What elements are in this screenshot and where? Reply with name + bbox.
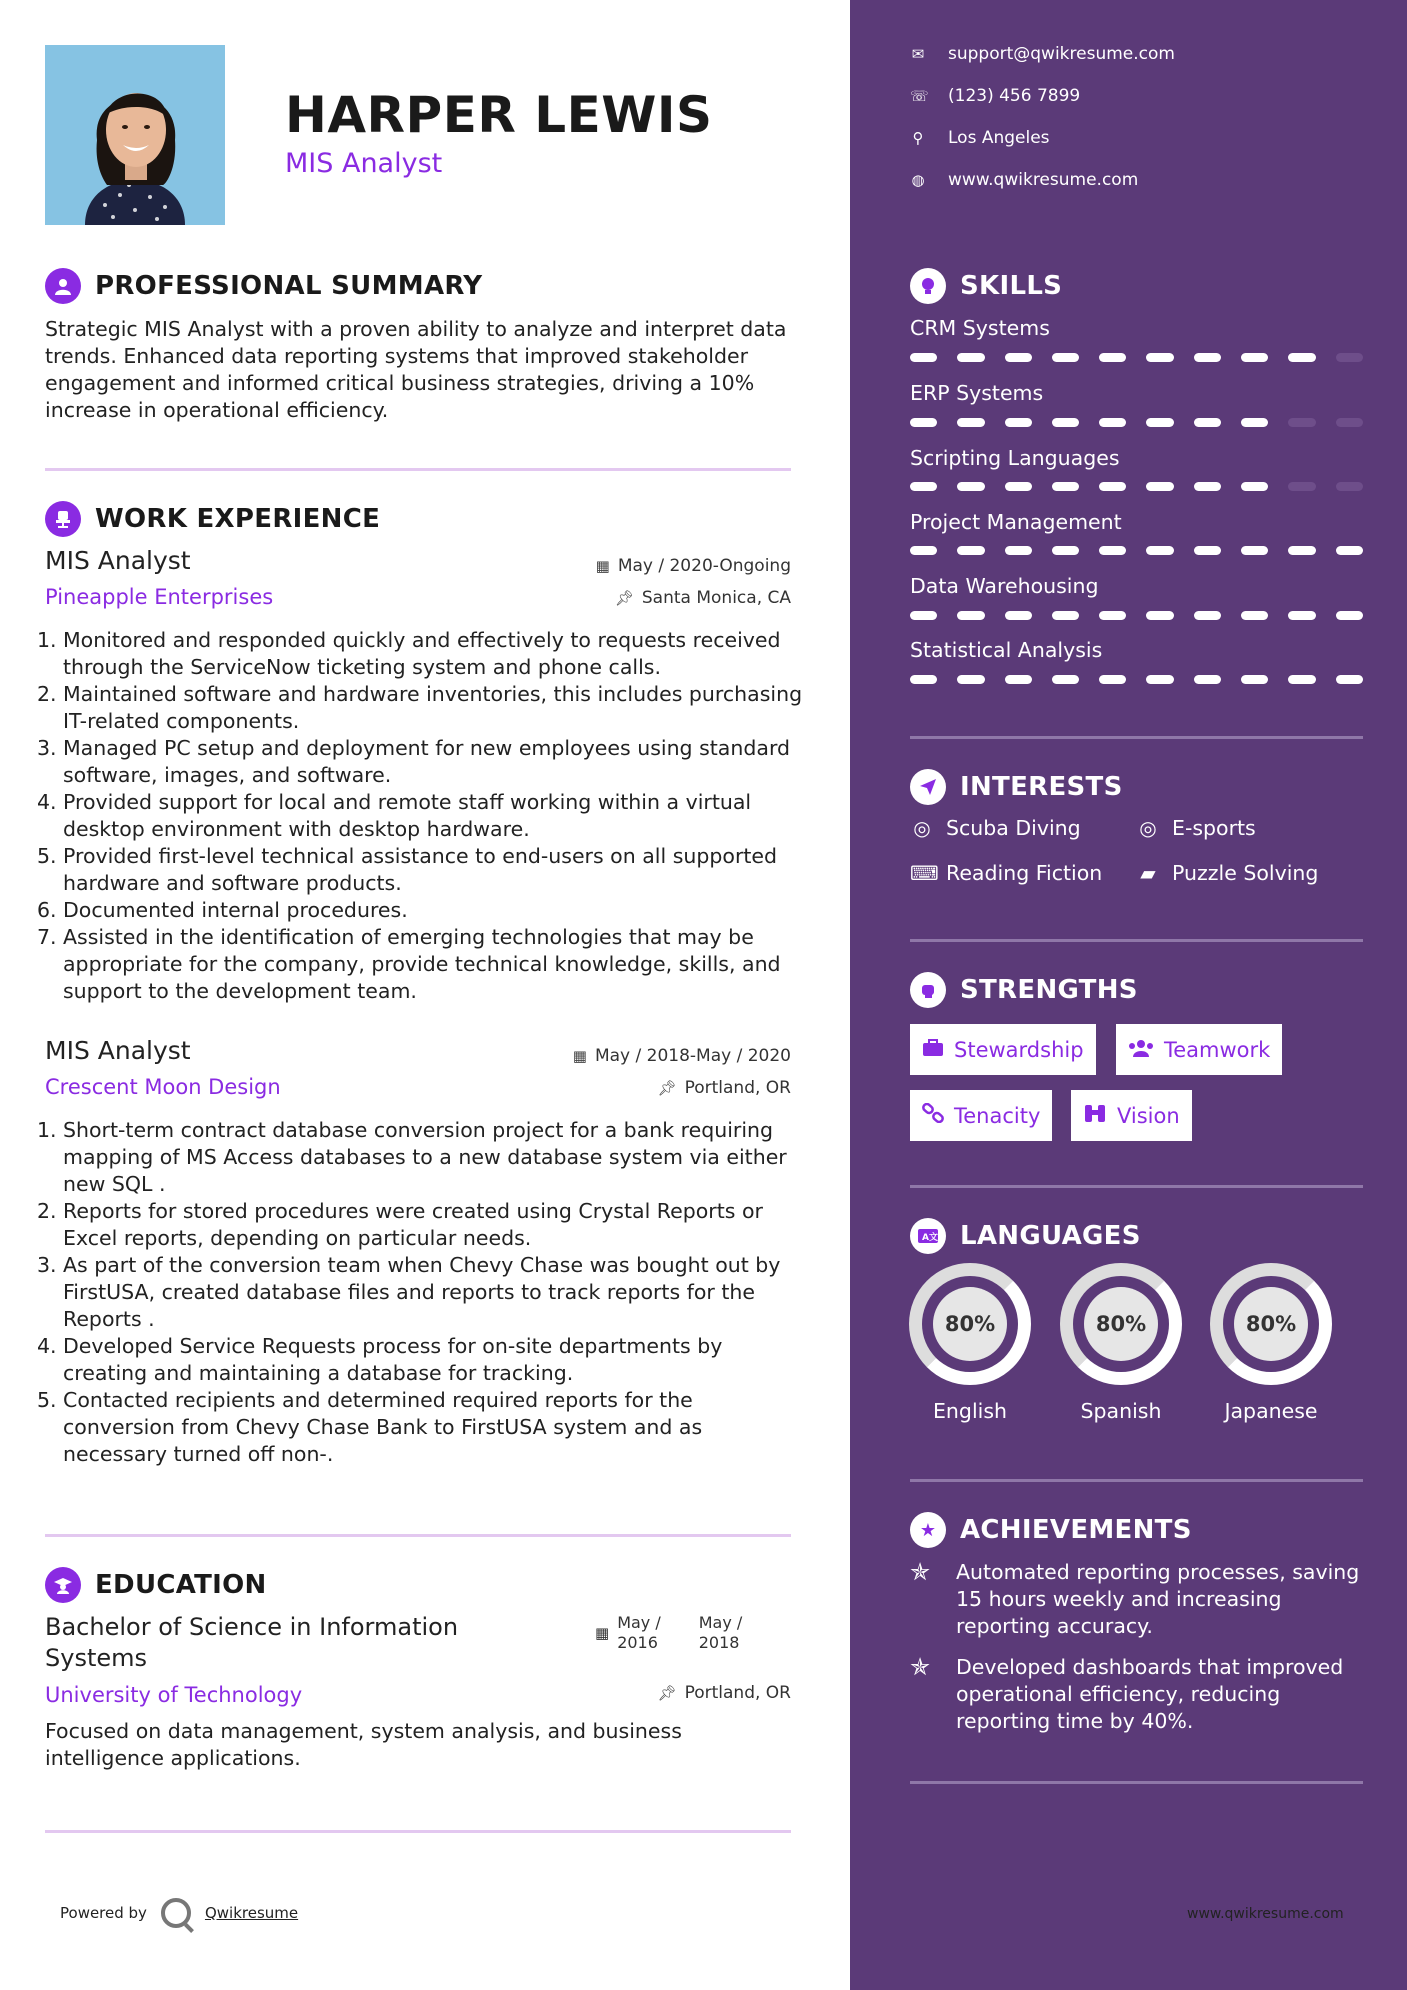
list-item: 5. Provided first-level technical assistance to end-users on all supported hardware and software products. <box>37 844 778 895</box>
phone-icon: ☏ <box>910 87 929 105</box>
skill-segment <box>1005 353 1032 362</box>
skill-segment <box>1241 546 1268 555</box>
contact-location <box>910 128 1050 148</box>
job-location <box>615 588 791 608</box>
chair-icon <box>45 501 81 537</box>
job-dates-text: May / 2018-May / 2020 <box>594 1046 791 1066</box>
calendar-icon: ▦ <box>595 557 610 575</box>
job-dates-text: May / 2020-Ongoing <box>617 556 791 576</box>
education-location <box>658 1683 791 1703</box>
language-ring <box>1210 1263 1332 1385</box>
language-item <box>1059 1263 1183 1423</box>
skill-segment <box>1099 353 1126 362</box>
skill-segment <box>1241 675 1268 684</box>
svg-text:A: A <box>922 1233 929 1243</box>
list-item: 3. Managed PC setup and deployment for new employees using standard software, images, and software. <box>37 736 791 787</box>
life-ring-icon: ◎ <box>1139 816 1157 840</box>
job-title: MIS Analyst <box>45 1036 191 1065</box>
divider <box>910 1479 1363 1482</box>
list-item: 1. Short-term contract database conversion project for a bank requiring mapping of MS Access databases to a new database system via either new SQL . <box>37 1118 787 1196</box>
strengths-heading <box>910 972 1138 1008</box>
contact-email-text: support@qwikresume.com <box>948 44 1175 64</box>
experience-heading <box>45 501 380 537</box>
strength-tag: Tenacity <box>910 1090 1052 1141</box>
education-description: Focused on data management, system analysis, and business intelligence applications. <box>45 1719 682 1770</box>
skill-segment <box>1052 546 1079 555</box>
skill-segment <box>957 611 984 620</box>
interest-item: ▰ Puzzle Solving <box>1136 861 1318 885</box>
skill-segment <box>1005 546 1032 555</box>
education-dates <box>595 1613 742 1653</box>
skill-segment <box>1241 482 1268 491</box>
skills-heading <box>910 268 1062 304</box>
list-item: 6. Documented internal procedures. <box>37 898 408 922</box>
skill-segment <box>1052 418 1079 427</box>
skill-segment <box>1336 675 1363 684</box>
language-name: English <box>932 1399 1008 1423</box>
skill-segment <box>1288 353 1315 362</box>
achievements-heading <box>910 1512 1192 1548</box>
skill-segment <box>910 482 937 491</box>
summary-heading <box>45 268 482 304</box>
skill-segment <box>1099 675 1126 684</box>
skill-segment <box>1336 353 1363 362</box>
skill-bar <box>910 482 1363 491</box>
skill-name: Data Warehousing <box>910 574 1099 598</box>
skill-segment <box>1146 418 1173 427</box>
skill-segment <box>1099 418 1126 427</box>
skill-segment <box>1288 418 1315 427</box>
interests-heading <box>910 769 1123 805</box>
interest-item: ◎ Scuba Diving <box>910 816 1081 840</box>
powered-by-label: Powered by <box>60 1904 147 1922</box>
languages-heading <box>910 1218 1141 1254</box>
languages-title: LANGUAGES <box>960 1221 1141 1251</box>
skill-segment <box>1241 418 1268 427</box>
job-dates <box>573 1046 791 1066</box>
achievement-item: ✯ Developed dashboards that improved operational efficiency, reducing reporting time by 40%. <box>910 1653 1344 1733</box>
skill-segment <box>910 546 937 555</box>
skill-segment <box>910 611 937 620</box>
map-marker-icon: ⚲ <box>912 129 924 147</box>
language-item <box>1209 1263 1333 1423</box>
list-item: 3. As part of the conversion team when Chevy Chase was bought out by FirstUSA, created database files and reports to track reports for the Reports . <box>37 1253 781 1331</box>
qwikresume-link[interactable]: Qwikresume <box>204 1904 299 1922</box>
summary-title: PROFESSIONAL SUMMARY <box>95 271 483 301</box>
skill-segment <box>1288 482 1315 491</box>
skill-segment <box>1194 482 1221 491</box>
divider <box>910 939 1363 942</box>
interest-item: ◎ E-sports <box>1136 816 1256 840</box>
skill-segment <box>1099 482 1126 491</box>
skill-name: Statistical Analysis <box>910 638 1103 662</box>
skill-segment <box>1099 546 1126 555</box>
divider <box>45 1830 791 1833</box>
job-duties-list <box>37 1117 805 1468</box>
job-duties-list <box>37 627 805 1005</box>
svg-text:文: 文 <box>929 1233 939 1243</box>
skill-segment <box>1005 482 1032 491</box>
job-location <box>658 1078 791 1098</box>
skill-segment <box>957 546 984 555</box>
shooting-star-icon: ✯ <box>910 1653 931 1681</box>
star-badge-icon: ★ <box>910 1512 946 1548</box>
skill-segment <box>1241 353 1268 362</box>
contact-phone[interactable] <box>910 86 1080 106</box>
graduate-icon <box>45 1567 81 1603</box>
summary-text: Strategic MIS Analyst with a proven ability to analyze and interpret data trends. Enhanced data reporting systems that improved stakeholder engagement and informed critical business strategies, driving a 10% increase in operational efficiency. <box>45 317 787 422</box>
language-percent: 80% <box>1084 1287 1158 1361</box>
language-name: Spanish <box>1080 1399 1162 1423</box>
skill-segment <box>1288 675 1315 684</box>
education-start: May / 2016 <box>617 1613 661 1652</box>
skill-segment <box>1336 482 1363 491</box>
skill-segment <box>910 353 937 362</box>
skill-name: Project Management <box>910 510 1122 534</box>
skill-segment <box>1336 611 1363 620</box>
binoculars-icon <box>1083 1103 1107 1128</box>
experience-title: WORK EXPERIENCE <box>95 504 381 534</box>
strength-tag: Stewardship <box>910 1024 1096 1075</box>
education-end: May / 2018 <box>698 1613 743 1652</box>
strength-tag: Vision <box>1071 1090 1192 1141</box>
skill-segment <box>1336 546 1363 555</box>
job-company: Crescent Moon Design <box>45 1075 281 1099</box>
job-location-text: Portland, OR <box>684 1078 791 1098</box>
contact-phone-text: (123) 456 7899 <box>948 86 1081 106</box>
skill-segment <box>1005 418 1032 427</box>
education-title: EDUCATION <box>95 1570 267 1600</box>
language-ring <box>1060 1263 1182 1385</box>
skill-bar <box>910 675 1363 684</box>
education-school: University of Technology <box>45 1683 303 1707</box>
list-item: 7. Assisted in the identification of emerging technologies that may be appropriate for the company, provide technical knowledge, skills, and support to the development team. <box>37 925 781 1003</box>
list-item: 4. Provided support for local and remote staff working within a virtual desktop environment with desktop hardware. <box>37 790 752 841</box>
job-location-text: Santa Monica, CA <box>641 588 791 608</box>
qwikresume-logo-icon <box>161 1898 191 1928</box>
list-item: 4. Developed Service Requests process for on-site departments by creating and maintaining a database for tracking. <box>37 1334 723 1385</box>
skill-segment <box>1099 611 1126 620</box>
skill-bar <box>910 611 1363 620</box>
contact-website[interactable] <box>910 170 1138 190</box>
strengths-title: STRENGTHS <box>960 975 1138 1005</box>
skill-segment <box>1052 611 1079 620</box>
skill-bar <box>910 353 1363 362</box>
contact-website-text: www.qwikresume.com <box>948 170 1139 190</box>
lightbulb-icon <box>910 268 946 304</box>
education-degree: Bachelor of Science in Information Systems <box>45 1613 459 1672</box>
profile-photo <box>45 45 225 225</box>
interest-item: ⌨ Reading Fiction <box>910 861 1103 885</box>
calendar-icon: ▦ <box>595 1624 610 1642</box>
briefcase-icon <box>922 1038 944 1062</box>
skill-segment <box>910 675 937 684</box>
skill-segment <box>1146 546 1173 555</box>
divider <box>910 1185 1363 1188</box>
skill-name: Scripting Languages <box>910 446 1120 470</box>
list-item: 2. Reports for stored procedures were created using Crystal Reports or Excel reports, depending on particular needs. <box>37 1199 763 1250</box>
interests-title: INTERESTS <box>960 772 1123 802</box>
language-percent: 80% <box>1234 1287 1308 1361</box>
language-item <box>908 1263 1032 1423</box>
pin-icon: 📌︎ <box>657 1079 677 1097</box>
skill-segment <box>1241 611 1268 620</box>
divider <box>45 1534 791 1537</box>
skill-segment <box>1005 611 1032 620</box>
users-icon <box>1128 1038 1154 1062</box>
pin-icon: 📌︎ <box>657 1684 677 1702</box>
skill-segment <box>957 675 984 684</box>
skills-title: SKILLS <box>960 271 1063 301</box>
skill-segment <box>1194 546 1221 555</box>
gamepad-icon: ⌨ <box>910 861 939 885</box>
skill-name: ERP Systems <box>910 381 1044 405</box>
skill-segment <box>1288 611 1315 620</box>
skill-segment <box>1288 546 1315 555</box>
skill-segment <box>910 418 937 427</box>
divider <box>910 1781 1363 1784</box>
strength-tag: Teamwork <box>1116 1024 1282 1075</box>
candidate-role: MIS Analyst <box>285 148 443 179</box>
skill-segment <box>1052 353 1079 362</box>
achievement-item: ✯ Automated reporting processes, saving 15 hours weekly and increasing reporting accuracy. <box>910 1558 1360 1638</box>
skill-segment <box>1146 611 1173 620</box>
translate-icon <box>910 1218 946 1254</box>
footer-powered <box>60 1898 298 1928</box>
job-title: MIS Analyst <box>45 546 191 575</box>
skill-bar <box>910 546 1363 555</box>
globe-icon: ◍ <box>911 171 925 189</box>
paper-plane-icon <box>910 769 946 805</box>
skill-segment <box>1052 482 1079 491</box>
contact-location-text: Los Angeles <box>948 128 1050 148</box>
skill-segment <box>1194 675 1221 684</box>
skill-segment <box>1146 675 1173 684</box>
skill-segment <box>957 482 984 491</box>
skill-segment <box>1005 675 1032 684</box>
achievements-title: ACHIEVEMENTS <box>960 1515 1192 1545</box>
candidate-name: HARPER LEWIS <box>285 86 713 144</box>
link-icon <box>922 1103 944 1128</box>
skill-segment <box>957 353 984 362</box>
fist-icon <box>910 972 946 1008</box>
pin-icon: 📌︎ <box>614 589 634 607</box>
language-ring <box>909 1263 1031 1385</box>
education-location-text: Portland, OR <box>684 1683 791 1703</box>
skill-segment <box>1146 482 1173 491</box>
skill-segment <box>1194 353 1221 362</box>
calendar-icon: ▦ <box>572 1047 587 1065</box>
skill-bar <box>910 418 1363 427</box>
skill-segment <box>1052 675 1079 684</box>
job-dates <box>596 556 791 576</box>
skill-segment <box>1146 353 1173 362</box>
contact-email[interactable] <box>910 44 1175 64</box>
list-item: 1. Monitored and responded quickly and effectively to requests received through the ServiceNow ticketing system and phone calls. <box>37 628 781 679</box>
skill-segment <box>1194 418 1221 427</box>
skill-name: CRM Systems <box>910 316 1050 340</box>
skill-segment <box>1194 611 1221 620</box>
list-item: 5. Contacted recipients and determined required reports for the conversion from Chevy Chase Bank to FirstUSA system and as necessary turned off non-. <box>37 1388 703 1466</box>
skill-segment <box>957 418 984 427</box>
user-icon <box>45 268 81 304</box>
language-percent: 80% <box>933 1287 1007 1361</box>
language-name: Japanese <box>1224 1399 1318 1423</box>
book-icon: ▰ <box>1140 861 1156 885</box>
divider <box>910 736 1363 739</box>
list-item: 2. Maintained software and hardware inventories, this includes purchasing IT-related components. <box>37 682 803 733</box>
skill-segment <box>1336 418 1363 427</box>
shooting-star-icon: ✯ <box>910 1558 931 1586</box>
job-company: Pineapple Enterprises <box>45 585 274 609</box>
life-ring-icon: ◎ <box>913 816 931 840</box>
divider <box>45 468 791 471</box>
footer-website[interactable]: www.qwikresume.com <box>1187 1906 1344 1922</box>
education-heading <box>45 1567 267 1603</box>
envelope-icon: ✉ <box>911 45 925 63</box>
